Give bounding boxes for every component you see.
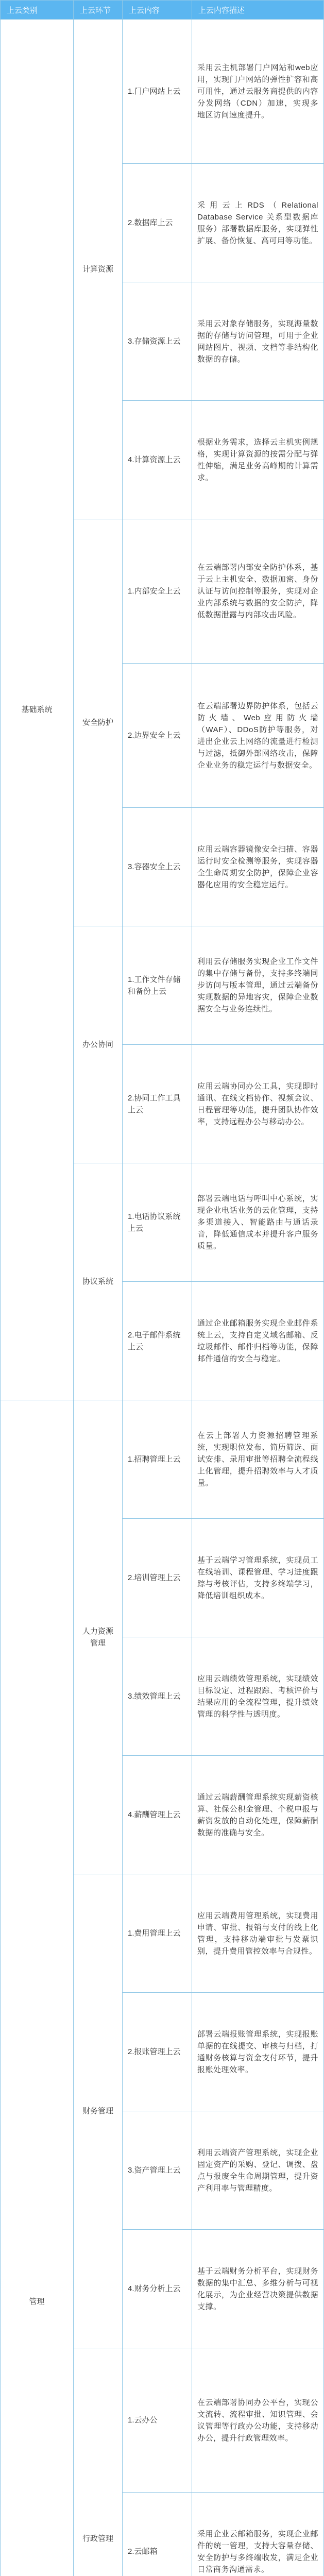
- stage-cell: 计算资源: [74, 20, 123, 519]
- content-cell: 2.电子邮件系统上云: [123, 1282, 192, 1400]
- content-cell: 3.存储资源上云: [123, 282, 192, 401]
- content-cell: 1.电话协议系统上云: [123, 1163, 192, 1282]
- content-cell: 1.招聘管理上云: [123, 1400, 192, 1519]
- content-cell: 2.云邮箱: [123, 2493, 192, 2576]
- content-cell: 4.计算资源上云: [123, 401, 192, 519]
- description-cell: 在云端部署协同办公平台，实现公文流转、流程审批、知识管理、会议管理等行政办公功能，支持移动办公，提升行政管理效率。: [192, 2348, 324, 2493]
- stage-cell: 人力资源管理: [74, 1400, 123, 1874]
- table-header-row: [1, 1, 324, 20]
- content-cell: 4.财务分析上云: [123, 2230, 192, 2348]
- description-cell: 在云端部署内部安全防护体系，基于云上主机安全、数据加密、身份认证与访问控制等服务，实现对企业内部系统与数据的安全防护，降低数据泄露与内部攻击风险。: [192, 519, 324, 664]
- content-cell: 1.门户网站上云: [123, 20, 192, 164]
- content-cell: 2.数据库上云: [123, 164, 192, 282]
- header-category: 上云类别: [1, 1, 74, 20]
- content-cell: 1.费用管理上云: [123, 1874, 192, 1993]
- content-cell: 4.薪酬管理上云: [123, 1756, 192, 1874]
- content-cell: 3.资产管理上云: [123, 2111, 192, 2230]
- stage-cell: 安全防护: [74, 519, 123, 926]
- content-cell: 1.云办公: [123, 2348, 192, 2493]
- table-row: [1, 1400, 324, 1519]
- header-description: 上云内容描述: [192, 1, 324, 20]
- description-cell: 应用云端协同办公工具，实现即时通讯、在线文档协作、视频会议、日程管理等功能，提升团队协作效率，支持远程办公与移动办公。: [192, 1045, 324, 1163]
- description-cell: 采用云上RDS（Relational Database Service 关系型数据库服务）部署数据库服务，实现弹性扩展、备份恢复、高可用等功能。: [192, 164, 324, 282]
- description-cell: 部署云端报账管理系统，实现报账单据的在线提交、审核与归档，打通财务核算与资金支付环节，提升报账处理效率。: [192, 1993, 324, 2111]
- content-cell: 2.边界安全上云: [123, 664, 192, 808]
- category-cell: 管理: [1, 1400, 74, 2576]
- description-cell: 通过云端薪酬管理系统实现薪资核算、社保公积金管理、个税申报与薪资发放的自动化处理，保障薪酬数据的准确与安全。: [192, 1756, 324, 1874]
- table-row: [1, 20, 324, 164]
- content-cell: 1.内部安全上云: [123, 519, 192, 664]
- header-stage: 上云环节: [74, 1, 123, 20]
- stage-cell: 办公协同: [74, 926, 123, 1163]
- description-cell: 采用云主机部署门户网站和web应用，实现门户网站的弹性扩容和高可用性，通过云服务商提供的内容分发网络（CDN）加速，实现多地区访问速度提升。: [192, 20, 324, 164]
- description-cell: 利用云存储服务实现企业工作文件的集中存储与备份，支持多终端同步访问与版本管理，通过云端备份实现数据的异地容灾，保障企业数据安全与业务连续性。: [192, 926, 324, 1045]
- content-cell: 3.容器安全上云: [123, 808, 192, 926]
- content-cell: 1.工作文件存储和备份上云: [123, 926, 192, 1045]
- description-cell: 部署云端电话与呼叫中心系统，实现企业电话业务的云化管理，支持多渠道接入、智能路由与通话录音，降低通信成本并提升客户服务质量。: [192, 1163, 324, 1282]
- description-cell: 应用云端绩效管理系统，实现绩效目标设定、过程跟踪、考核评价与结果应用的全流程管理，提升绩效管理的科学性与透明度。: [192, 1637, 324, 1756]
- description-cell: 基于云端财务分析平台，实现财务数据的集中汇总、多维分析与可视化展示，为企业经营决策提供数据支撑。: [192, 2230, 324, 2348]
- content-cell: 2.协同工作工具上云: [123, 1045, 192, 1163]
- description-cell: 利用云端资产管理系统，实现企业固定资产的采购、登记、调拨、盘点与报废全生命周期管理，提升资产利用率与管理精度。: [192, 2111, 324, 2230]
- description-cell: 通过企业邮箱服务实现企业邮件系统上云，支持自定义域名邮箱、反垃圾邮件、邮件归档等功能，保障邮件通信的安全与稳定。: [192, 1282, 324, 1400]
- stage-cell: 财务管理: [74, 1874, 123, 2348]
- description-cell: 采用云对象存储服务，实现海量数据的存储与访问管理，可用于企业网站图片、视频、文档等非结构化数据的存储。: [192, 282, 324, 401]
- description-cell: 采用企业云邮箱服务，实现企业邮件的统一管理，支持大容量存储、安全防护与多终端收发，满足企业日常商务沟通需求。: [192, 2493, 324, 2576]
- stage-cell: 协议系统: [74, 1163, 123, 1400]
- description-cell: 基于云端学习管理系统，实现员工在线培训、课程管理、学习进度跟踪与考核评估，支持多终端学习，降低培训组织成本。: [192, 1519, 324, 1637]
- content-cell: 3.绩效管理上云: [123, 1637, 192, 1756]
- description-cell: 在云上部署人力资源招聘管理系统，实现职位发布、简历筛选、面试安排、录用审批等招聘全流程线上化管理，提升招聘效率与人才质量。: [192, 1400, 324, 1519]
- table-body: [1, 20, 324, 2576]
- content-cell: 2.报账管理上云: [123, 1993, 192, 2111]
- description-cell: 根据业务需求，选择云主机实例规格，实现计算资源的按需分配与弹性伸缩，满足业务高峰期的计算需求。: [192, 401, 324, 519]
- stage-cell: 行政管理: [74, 2348, 123, 2576]
- header-content: 上云内容: [123, 1, 192, 20]
- description-cell: 在云端部署边界防护体系，包括云防火墙、Web应用防火墙（WAF）、DDoS防护等服务，对进出企业云上网络的流量进行检测与过滤，抵御外部网络攻击，保障企业业务的稳定运行与数据安全。: [192, 664, 324, 808]
- category-cell: 基础系统: [1, 20, 74, 1400]
- content-cell: 2.培训管理上云: [123, 1519, 192, 1637]
- description-cell: 应用云端容器镜像安全扫描、容器运行时安全检测等服务，实现容器全生命周期安全防护，保障企业容器化应用的安全稳定运行。: [192, 808, 324, 926]
- description-cell: 应用云端费用管理系统，实现费用申请、审批、报销与支付的线上化管理，支持移动端审批与发票识别，提升费用管控效率与合规性。: [192, 1874, 324, 1993]
